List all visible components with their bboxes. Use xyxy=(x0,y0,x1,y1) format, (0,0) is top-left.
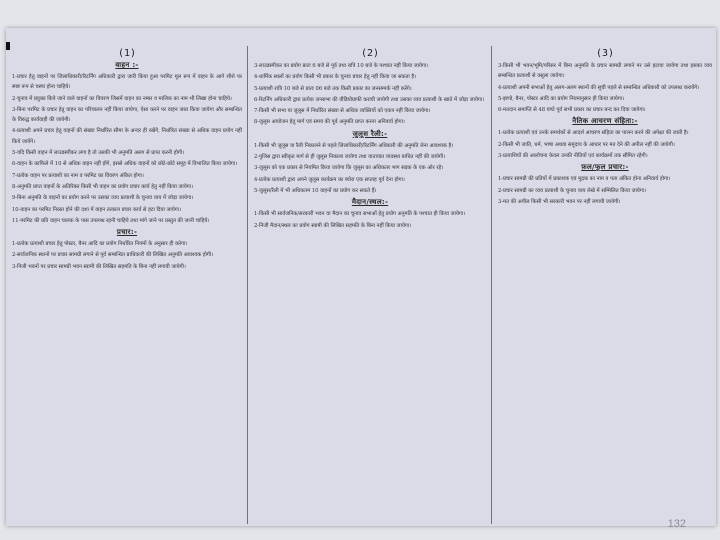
paragraph: 6-वाहन के काफिले में 10 से अधिक वाहन नहीं होंगे, इससे अधिक वाहनों को छोटे-छोटे समूह में विभाजित किया जायेगा। xyxy=(12,161,238,168)
paragraph: 8-अनुमति प्राप्त वाहनों के अतिरिक्त किसी भी वाहन का प्रयोग प्रचार कार्य हेतु नहीं किया जायेगा। xyxy=(12,183,193,190)
paragraph: 4-धार्मिक स्थलों का प्रयोग किसी भी प्रकार के चुनाव प्रचार हेतु नहीं किया जा सकता है। xyxy=(254,74,417,81)
paragraph: 4-प्रत्याशी अपनी सभाओं हेतु अलग-अलग स्थानों की सूची पहले से सम्बन्धित अधिकारी को उपलब्ध करायेंगे। xyxy=(498,84,700,91)
paragraph: 3-बिना परमिट के प्रचार हेतु वाहन का परिचालन नहीं किया जायेगा, ऐसा करने पर वाहन जब्त किया जायेगा और सम्बन्धित के विरुद्ध कार्यवाही की जायेगी। xyxy=(12,106,242,124)
paragraph: 8-जुलूस आयोजन हेतु मार्ग एवं समय की पूर्व अनुमति प्राप्त करना अनिवार्य होगा। xyxy=(254,119,405,126)
paragraph: 3-किसी भी भवन/भूमि/परिसर में बिना अनुमति के प्रचार सामग्री लगाने पर उसे हटाया जायेगा तथा इसका व्यय सम्बन्धित प्रत्याशी से वसूला जायेगा। xyxy=(498,63,712,80)
paragraph: 2-सार्वजनिक स्थानों पर प्रचार सामग्री लगाने से पूर्व सम्बन्धित प्राधिकारी की लिखित अनुमति आवश्यक होगी। xyxy=(12,252,214,259)
paragraph: 5-जुलूस/रैली में भी अधिकतम 10 वाहनों का प्रयोग कर सकते हैं। xyxy=(254,187,377,194)
column-3 xyxy=(498,28,712,526)
paragraph: 1-प्रत्येक प्रत्याशी प्रचार हेतु पोस्टर, बैनर आदि का प्रयोग निर्धारित नियमों के अनुसार ही करेगा। xyxy=(12,241,188,248)
paragraph: 4-प्रत्याशी अपने प्रचार हेतु वाहनों की संख्या निर्धारित सीमा के अन्दर ही रखेंगे, निर्धारित संख्या से अधिक वाहन प्रयोग नहीं किये जायेंगे। xyxy=(12,128,242,145)
paragraph: 10-वाहन का परमिट निरस्त होने की दशा में वाहन तत्काल प्रचार कार्य से हटा दिया जायेगा। xyxy=(12,206,181,213)
paragraph: 7-किसी भी सभा या जुलूस में निर्धारित संख्या से अधिक व्यक्तियों को एकत्र नहीं किया जायेगा। xyxy=(254,108,431,115)
section-heading: मैदान/स्थल:- xyxy=(351,198,389,207)
paragraph: 5-प्रत्याशी रात्रि 10 बजे से प्रातः 06 बजे तक किसी प्रकार का जनसम्पर्क नहीं करेंगे। xyxy=(254,85,412,92)
paragraph: 6-रिटर्निंग अधिकारी द्वारा प्रत्येक जनसभा की वीडियोग्राफी करायी जायेगी तथा उसका व्यय प्रत्याशी के खाते में जोड़ा जायेगा। xyxy=(254,96,485,103)
section-heading: प्रचार:- xyxy=(116,228,138,237)
paragraph: 1-प्रचार सामग्री की प्रतियों में प्रकाशक एवं मुद्रक का नाम व पता अंकित होना अनिवार्य होगा। xyxy=(498,176,671,183)
paragraph: 3-लाउडस्पीकर का प्रयोग प्रातः 6 बजे से पूर्व तथा रात्रि 10 बजे के पश्चात नहीं किया जायेगा। xyxy=(254,63,429,69)
column-divider xyxy=(491,46,492,524)
column-number: (3) xyxy=(595,48,615,59)
paragraph: 5-यदि किसी वाहन में लाउडस्पीकर लगा है तो उसकी भी अनुमति अलग से प्राप्त करनी होगी। xyxy=(12,150,185,157)
column-1 xyxy=(12,28,242,526)
section-heading: वाहन :- xyxy=(115,61,139,69)
paragraph: 2-चुनाव में प्रयुक्त किये जाने वाले वाहनों का विवरण जिसमें वाहन का नम्बर व मालिक का नाम भी लिखा होना चाहिये। xyxy=(12,95,232,102)
paragraph: 3-जुलूस को एक प्रकार से नियमित किया जायेगा कि जुलूस का अधिकतर भाग सड़क के एक ओर रहे। xyxy=(254,165,444,172)
paragraph: 1-प्रत्येक प्रत्याशी एवं उनके समर्थकों से आदर्श आचरण संहिता का पालन करने की अपेक्षा की जाती है। xyxy=(498,130,689,137)
paragraph: 3-मत की अपील किसी भी सरकारी भवन पर नहीं लगायी जायेगी। xyxy=(498,198,621,205)
document-page xyxy=(6,28,716,526)
page-number: 132 xyxy=(667,518,686,530)
paragraph: 5-झण्डे, बैनर, पोस्टर आदि का प्रयोग नियमानुसार ही किया जायेगा। xyxy=(498,95,625,102)
paragraph: 6-मतदान समाप्ति से 48 घण्टे पूर्व सभी प्रकार का प्रचार बन्द कर दिया जायेगा। xyxy=(498,107,646,114)
section-heading: जुलूस रैली:- xyxy=(352,129,388,138)
corner-mark xyxy=(6,42,10,50)
column-number: (1) xyxy=(117,48,137,59)
paragraph: 3-निजी भवनों पर प्रचार सामग्री भवन स्वामी की लिखित सहमति के बिना नहीं लगायी जायेगी। xyxy=(12,263,186,270)
paragraph: 2-किसी भी जाति, धर्म, भाषा अथवा समुदाय के आधार पर मत देने की अपील नहीं की जायेगी। xyxy=(498,141,675,148)
section-heading: नैतिक आचरण संहिता:- xyxy=(572,117,638,126)
paragraph: 2-पुलिस द्वारा स्वीकृत मार्ग से ही जुलूस निकाला जायेगा तथा यातायात व्यवस्था बाधित नहीं की जायेगी। xyxy=(254,154,446,161)
paragraph: 3-प्रत्याशियों की आलोचना केवल उनकी नीतियों एवं कार्यक्रमों तक सीमित रहेगी। xyxy=(498,153,648,160)
paragraph: 4-प्रत्येक प्रत्याशी द्वारा अपने जुलूस कार्यक्रम का ब्योरा एक सप्ताह पूर्व देना होगा। xyxy=(254,176,405,183)
section-heading: फ़ल/फूल प्रचार:- xyxy=(581,163,629,172)
paragraph: 2-निजी मैदान/स्थल का प्रयोग स्वामी की लिखित सहमति के बिना नहीं किया जायेगा। xyxy=(254,222,412,229)
paragraph: 1-किसी भी सार्वजनिक/सरकारी भवन या मैदान का चुनाव सभाओं हेतु प्रयोग अनुमति के पश्चात ही किया जायेगा। xyxy=(254,211,466,218)
paragraph: 7-प्रत्येक वाहन पर प्रत्याशी का नाम व परमिट का विवरण अंकित होगा। xyxy=(12,172,144,179)
paragraph: 1-किसी भी जुलूस या रैली निकालने से पहले जिलाधिकारी/रिटर्निंग अधिकारी की अनुमति लेना आवश्यक है। xyxy=(254,142,454,149)
column-number: (2) xyxy=(360,48,380,59)
column-divider xyxy=(247,46,248,524)
paragraph: 9-बिना अनुमति के वाहनों का प्रयोग करने पर उसका व्यय प्रत्याशी के चुनाव व्यय में जोड़ा जायेगा। xyxy=(12,195,194,202)
column-2 xyxy=(254,28,486,526)
paragraph: 1-प्रचार हेतु वाहनों पर जिलाधिकारी/रिटर्निंग अधिकारी द्वारा जारी किया हुआ परमिट मूल रूप में वाहन के आगे शीशे पर स्पष्ट रूप से चस्पा होना चाहिये। xyxy=(12,74,242,91)
paragraph: 2-प्रचार सामग्री का व्यय प्रत्याशी के चुनाव व्यय लेखे में सम्मिलित किया जायेगा। xyxy=(498,187,647,194)
paragraph: 11-परमिट की प्रति वाहन चालक के पास उपलब्ध रहनी चाहिये तथा मांगे जाने पर प्रस्तुत की जानी चाहिये। xyxy=(12,217,210,224)
